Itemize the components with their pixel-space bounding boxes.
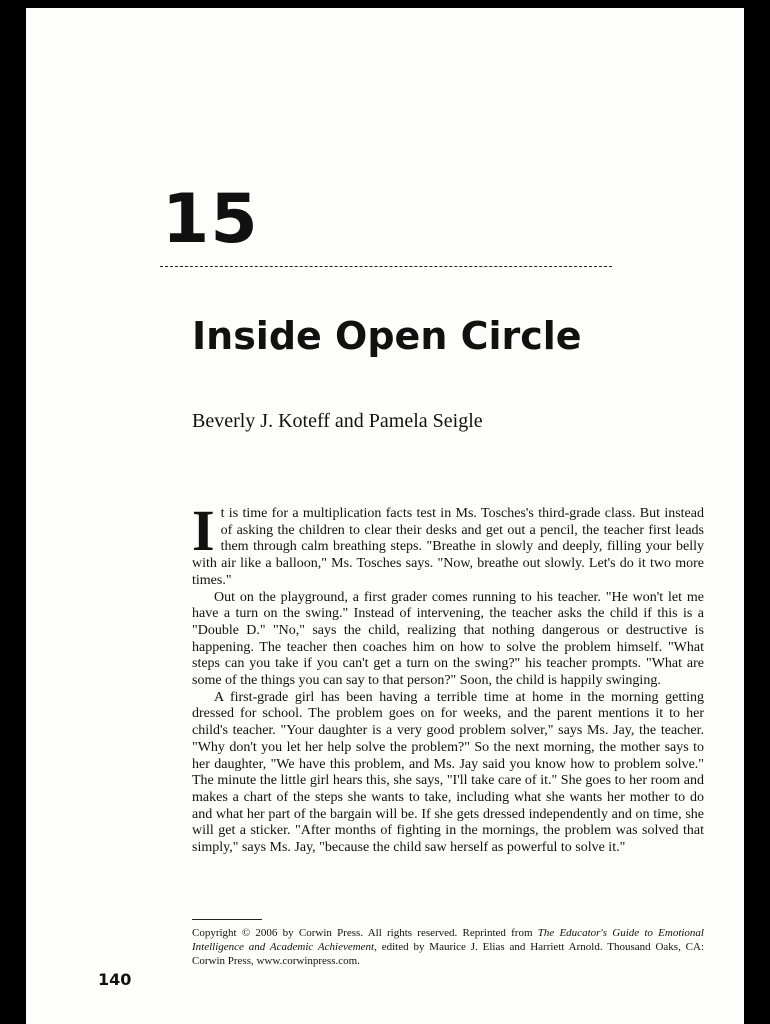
paragraph-2: Out on the playground, a first grader comes running to his teacher. "He won't let me have a turn on the swing." Instead of intervening, the teacher asks the child if this is a "Double D." "No," says the child, realizing that nothing dangerous or destructive is happening. The teacher then coaches him on how to solve the problem himself. "What steps can you take if you can't get a turn on the swing?" his teacher prompts. "What are some of the things you can say to that person?" Soon, the child is happily swinging. (192, 589, 704, 689)
footnote-rule (192, 919, 262, 920)
drop-cap: I (192, 498, 215, 563)
body-text (192, 498, 704, 857)
chapter-rule (160, 266, 612, 267)
footnote-prefix: Copyright © 2006 by Corwin Press. All rights reserved. Reprinted from (192, 927, 538, 939)
chapter-number: 15 (162, 180, 259, 259)
chapter-title: Inside Open Circle (192, 314, 582, 358)
footnote-book-title: The Educator's Guide to Emotional Intelligence and Academic Achievement (192, 927, 704, 953)
copyright-footnote (192, 926, 704, 968)
footnote-suffix: , edited by Maurice J. Elias and Harriett Arnold. Thousand Oaks, CA: Corwin Press, www.corwinpress.com. (192, 941, 704, 967)
document-page (26, 8, 744, 1024)
chapter-authors: Beverly J. Koteff and Pamela Seigle (192, 410, 483, 432)
page-number: 140 (98, 970, 132, 989)
paragraph-1-text: t is time for a multiplication facts test in Ms. Tosches's third-grade class. But instead of asking the children to clear their desks and get out a pencil, the teacher first leads them through calm breathing steps. "Breathe in slowly and deeply, filling your belly with air like a balloon," Ms. Tosches says. "Now, breathe out slowly. Let's do it two more times." (192, 506, 704, 588)
paragraph-1 (192, 498, 704, 590)
paragraph-3: A first-grade girl has been having a terrible time at home in the morning getting dressed for school. The problem goes on for weeks, and the parent mentions it to her child's teacher. "Your daughter is a very good problem solver," says Ms. Jay, the teacher. "Why don't you let her help solve the problem?" So the next morning, the mother says to her daughter, "We have this problem, and Ms. Jay said you know how to problem solve." The minute the little girl hears this, she says, "I'll take care of it." She goes to her room and makes a chart of the steps she wants to take, including what she wants her mother to do and what her part of the bargain will be. If she gets dressed independently and on time, she will get a sticker. "After months of fighting in the mornings, the problem was solved that simply," says Ms. Jay, "because the child saw herself as powerful to solve it." (192, 689, 704, 856)
